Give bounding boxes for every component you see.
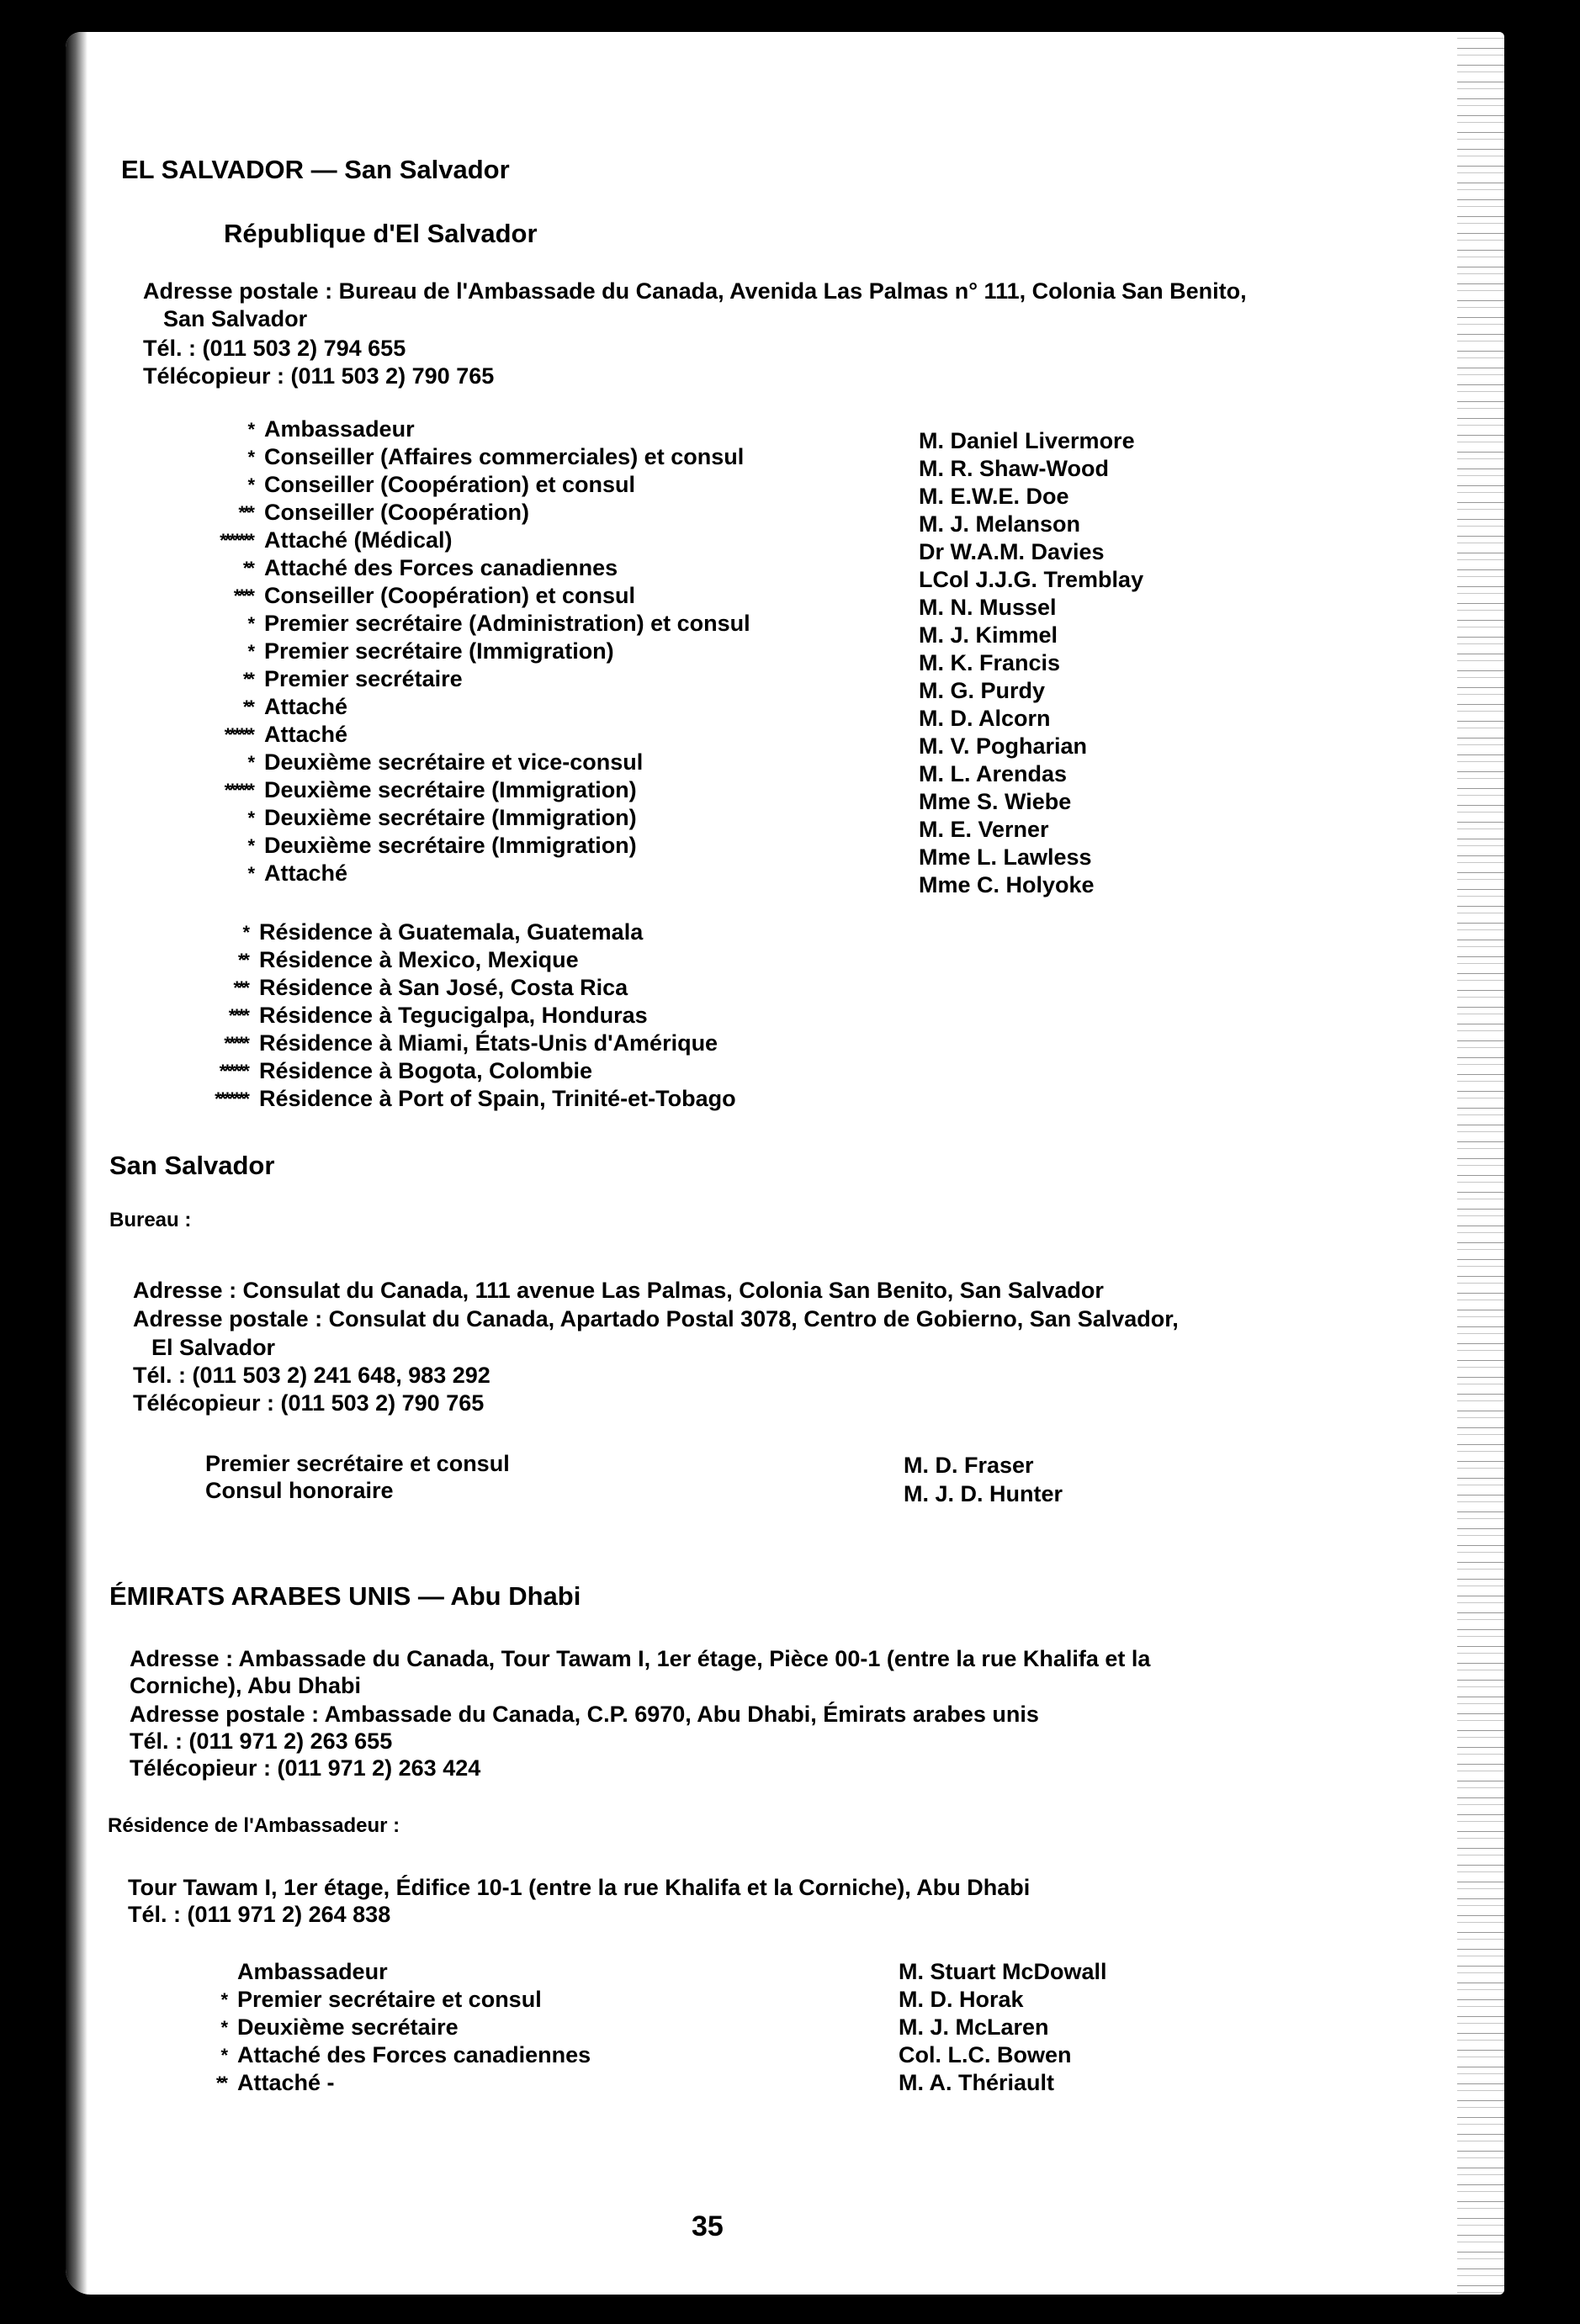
reference-mark: ******: [219, 1061, 247, 1082]
residence-text: Résidence à Miami, États-Unis d'Amérique: [259, 1030, 718, 1056]
staff-row: [99, 638, 856, 665]
reference-mark: ****: [233, 585, 252, 606]
staff-name: M. J. Melanson: [919, 511, 1081, 537]
staff-titles-list: [99, 416, 856, 887]
city-heading-san-salvador: San Salvador: [109, 1151, 275, 1180]
staff-title: Conseiller (Coopération) et consul: [264, 472, 636, 497]
address-line: Adresse postale : Bureau de l'Ambassade du Canada, Avenida Las Palmas n° 111, Colonia San Benito,: [143, 278, 1247, 304]
staff-row: [99, 1958, 772, 1986]
staff-name: M. J. Kimmel: [919, 622, 1058, 648]
residence-row: [94, 946, 851, 974]
residence-text: Résidence à Tegucigalpa, Honduras: [259, 1003, 648, 1028]
reference-mark: *: [247, 863, 252, 884]
office-label: Bureau :: [109, 1209, 192, 1231]
residence-row: [94, 974, 851, 1002]
staff-row: [99, 749, 856, 776]
staff-title: Conseiller (Coopération): [264, 500, 530, 525]
staff-row: [919, 455, 1390, 483]
staff-row: [919, 566, 1390, 594]
residence-text: Résidence à Mexico, Mexique: [259, 947, 579, 972]
residence-label: Résidence de l'Ambassadeur :: [108, 1814, 400, 1837]
reference-mark: *: [247, 419, 252, 440]
residence-row: [94, 1030, 851, 1057]
staff-row: [919, 733, 1390, 760]
staff-row: [99, 1986, 772, 2014]
staff-title: Attaché: [264, 860, 348, 886]
staff-name: M. V. Pogharian: [919, 733, 1088, 759]
staff-name: M. A. Thériault: [899, 2070, 1055, 2095]
reference-mark: *******: [220, 530, 252, 551]
staff-row: [919, 760, 1390, 788]
staff-title: Attaché des Forces canadiennes: [264, 555, 618, 580]
address-line: Adresse : Consulat du Canada, 111 avenue Las Palmas, Colonia San Benito, San Salvador: [133, 1278, 1104, 1303]
staff-names-list: [899, 1958, 1370, 2097]
staff-title: Ambassadeur: [237, 1959, 388, 1984]
staff-name: M. Daniel Livermore: [919, 428, 1135, 453]
staff-row: [99, 832, 856, 860]
reference-mark: *******: [215, 1088, 247, 1109]
residence-list: [94, 918, 851, 1113]
staff-row: [919, 649, 1390, 677]
staff-title: Attaché: [264, 722, 348, 747]
address-line: El Salvador: [151, 1335, 276, 1360]
reference-mark: *: [220, 2017, 225, 2038]
staff-row: [919, 871, 1390, 899]
reference-mark: **: [242, 669, 252, 690]
phone: Tél. : (011 971 2) 263 655: [130, 1728, 393, 1754]
address-line: Corniche), Abu Dhabi: [130, 1673, 361, 1698]
reference-mark: *****: [224, 1033, 247, 1054]
staff-title: Deuxième secrétaire (Immigration): [264, 805, 637, 830]
staff-title: Conseiller (Coopération) et consul: [264, 583, 636, 608]
staff-title: Deuxième secrétaire (Immigration): [264, 833, 637, 858]
residence-text: Résidence à Port of Spain, Trinité-et-Tobago: [259, 1086, 736, 1111]
staff-title: Deuxième secrétaire: [237, 2014, 459, 2040]
reference-mark: *: [247, 613, 252, 634]
document-page: [66, 32, 1504, 2295]
staff-name: Dr W.A.M. Davies: [919, 539, 1105, 564]
reference-mark: ***: [238, 502, 252, 523]
staff-name: M. J. D. Hunter: [904, 1481, 1063, 1506]
country-heading-uae: ÉMIRATS ARABES UNIS — Abu Dhabi: [109, 1581, 581, 1611]
staff-name: Col. L.C. Bowen: [899, 2042, 1072, 2067]
staff-name: M. R. Shaw-Wood: [919, 456, 1109, 481]
staff-row: [99, 693, 856, 721]
staff-row: [99, 499, 856, 527]
address-line: San Salvador: [163, 306, 308, 331]
staff-name: Mme S. Wiebe: [919, 789, 1072, 814]
reference-mark: *: [247, 641, 252, 662]
address-line: Adresse postale : Consulat du Canada, Apartado Postal 3078, Centro de Gobierno, San Salvador,: [133, 1306, 1179, 1331]
staff-row: [919, 594, 1390, 622]
fax: Télécopieur : (011 971 2) 263 424: [130, 1755, 481, 1781]
residence-row: [94, 1085, 851, 1113]
staff-names-list: [919, 427, 1390, 899]
residence-text: Résidence à Guatemala, Guatemala: [259, 919, 644, 945]
reference-mark: **: [215, 2073, 225, 2094]
staff-row: [899, 2041, 1370, 2069]
staff-row: [919, 788, 1390, 816]
staff-row: [99, 527, 856, 554]
staff-row: [899, 1986, 1370, 2014]
residence-phone: Tél. : (011 971 2) 264 838: [128, 1902, 391, 1927]
staff-row: [919, 483, 1390, 511]
staff-row: [919, 705, 1390, 733]
residence-text: Résidence à San José, Costa Rica: [259, 975, 628, 1000]
fax: Télécopieur : (011 503 2) 790 765: [143, 363, 495, 389]
address-line: Adresse postale : Ambassade du Canada, C.P. 6970, Abu Dhabi, Émirats arabes unis: [130, 1702, 1039, 1727]
reference-mark: **: [242, 558, 252, 579]
residence-row: [94, 1057, 851, 1085]
page-number: 35: [692, 2210, 724, 2242]
staff-title: Attaché -: [237, 2070, 335, 2095]
staff-name: LCol J.J.G. Tremblay: [919, 567, 1144, 592]
staff-row: [919, 816, 1390, 844]
phone: Tél. : (011 503 2) 241 648, 983 292: [133, 1363, 490, 1388]
staff-row: [99, 721, 856, 749]
country-heading-el-salvador: EL SALVADOR — San Salvador: [121, 155, 510, 184]
staff-name: M. Stuart McDowall: [899, 1959, 1107, 1984]
reference-mark: ******: [224, 724, 252, 745]
staff-name: M. D. Alcorn: [919, 706, 1051, 731]
reference-mark: *: [247, 752, 252, 773]
staff-row: [99, 804, 856, 832]
staff-title: Consul honoraire: [205, 1478, 394, 1503]
staff-row: [99, 665, 856, 693]
staff-name: Mme C. Holyoke: [919, 872, 1095, 897]
staff-row: [919, 427, 1390, 455]
staff-row: [99, 554, 856, 582]
phone: Tél. : (011 503 2) 794 655: [143, 336, 406, 361]
staff-row: [99, 860, 856, 887]
staff-name: M. E.W.E. Doe: [919, 484, 1069, 509]
staff-title: Attaché des Forces canadiennes: [237, 2042, 591, 2067]
staff-title: Premier secrétaire: [264, 666, 463, 691]
staff-name: M. D. Horak: [899, 1987, 1024, 2012]
address-line: Adresse : Ambassade du Canada, Tour Tawam I, 1er étage, Pièce 00-1 (entre la rue Khalifa et la: [130, 1646, 1151, 1671]
reference-mark: *: [220, 2045, 225, 2066]
staff-row: [99, 471, 856, 499]
fax: Télécopieur : (011 503 2) 790 765: [133, 1390, 485, 1416]
staff-row: [919, 844, 1390, 871]
reference-mark: *: [247, 447, 252, 468]
staff-row: [919, 538, 1390, 566]
scan-top-border: [0, 0, 1580, 32]
staff-name: M. N. Mussel: [919, 595, 1057, 620]
reference-mark: ****: [228, 1005, 247, 1026]
staff-title: Attaché (Médical): [264, 527, 453, 553]
staff-row: [899, 1958, 1370, 1986]
staff-name: M. D. Fraser: [904, 1453, 1034, 1478]
staff-row: [919, 511, 1390, 538]
staff-title: Premier secrétaire (Administration) et consul: [264, 611, 750, 636]
staff-name: M. J. McLaren: [899, 2014, 1049, 2040]
staff-row: [919, 622, 1390, 649]
staff-name: Mme L. Lawless: [919, 844, 1092, 870]
reference-mark: **: [242, 696, 252, 717]
staff-row: [899, 2069, 1370, 2097]
reference-mark: *: [220, 1989, 225, 2010]
staff-row: [919, 677, 1390, 705]
staff-name: M. G. Purdy: [919, 678, 1046, 703]
staff-name: M. L. Arendas: [919, 761, 1068, 786]
staff-title: Ambassadeur: [264, 416, 415, 442]
official-name: République d'El Salvador: [224, 219, 538, 248]
residence-row: [94, 918, 851, 946]
staff-row: [99, 416, 856, 443]
staff-title: Premier secrétaire et consul: [237, 1987, 542, 2012]
staff-row: [99, 443, 856, 471]
reference-mark: **: [237, 950, 247, 971]
staff-titles-list: [99, 1958, 772, 2097]
reference-mark: *: [247, 835, 252, 856]
staff-row: [99, 582, 856, 610]
staff-row: [899, 2014, 1370, 2041]
reference-mark: *: [242, 922, 247, 943]
staff-row: [99, 2014, 772, 2041]
staff-title: Premier secrétaire (Immigration): [264, 638, 614, 664]
staff-title: Conseiller (Affaires commerciales) et consul: [264, 444, 745, 469]
staff-title: Deuxième secrétaire (Immigration): [264, 777, 637, 802]
reference-mark: *: [247, 474, 252, 495]
staff-title: Deuxième secrétaire et vice-consul: [264, 749, 644, 775]
reference-mark: ******: [224, 780, 252, 801]
staff-row: [99, 2041, 772, 2069]
staff-title: Attaché: [264, 694, 348, 719]
reference-mark: ***: [233, 977, 247, 998]
residence-row: [94, 1002, 851, 1030]
reference-mark: *: [247, 807, 252, 828]
staff-name: M. K. Francis: [919, 650, 1061, 675]
residence-address: Tour Tawam I, 1er étage, Édifice 10-1 (entre la rue Khalifa et la Corniche), Abu Dhabi: [128, 1875, 1031, 1900]
staff-title: Premier secrétaire et consul: [205, 1451, 510, 1476]
residence-text: Résidence à Bogota, Colombie: [259, 1058, 593, 1083]
staff-row: [99, 610, 856, 638]
staff-row: [99, 776, 856, 804]
staff-row: [99, 2069, 772, 2097]
staff-name: M. E. Verner: [919, 817, 1049, 842]
